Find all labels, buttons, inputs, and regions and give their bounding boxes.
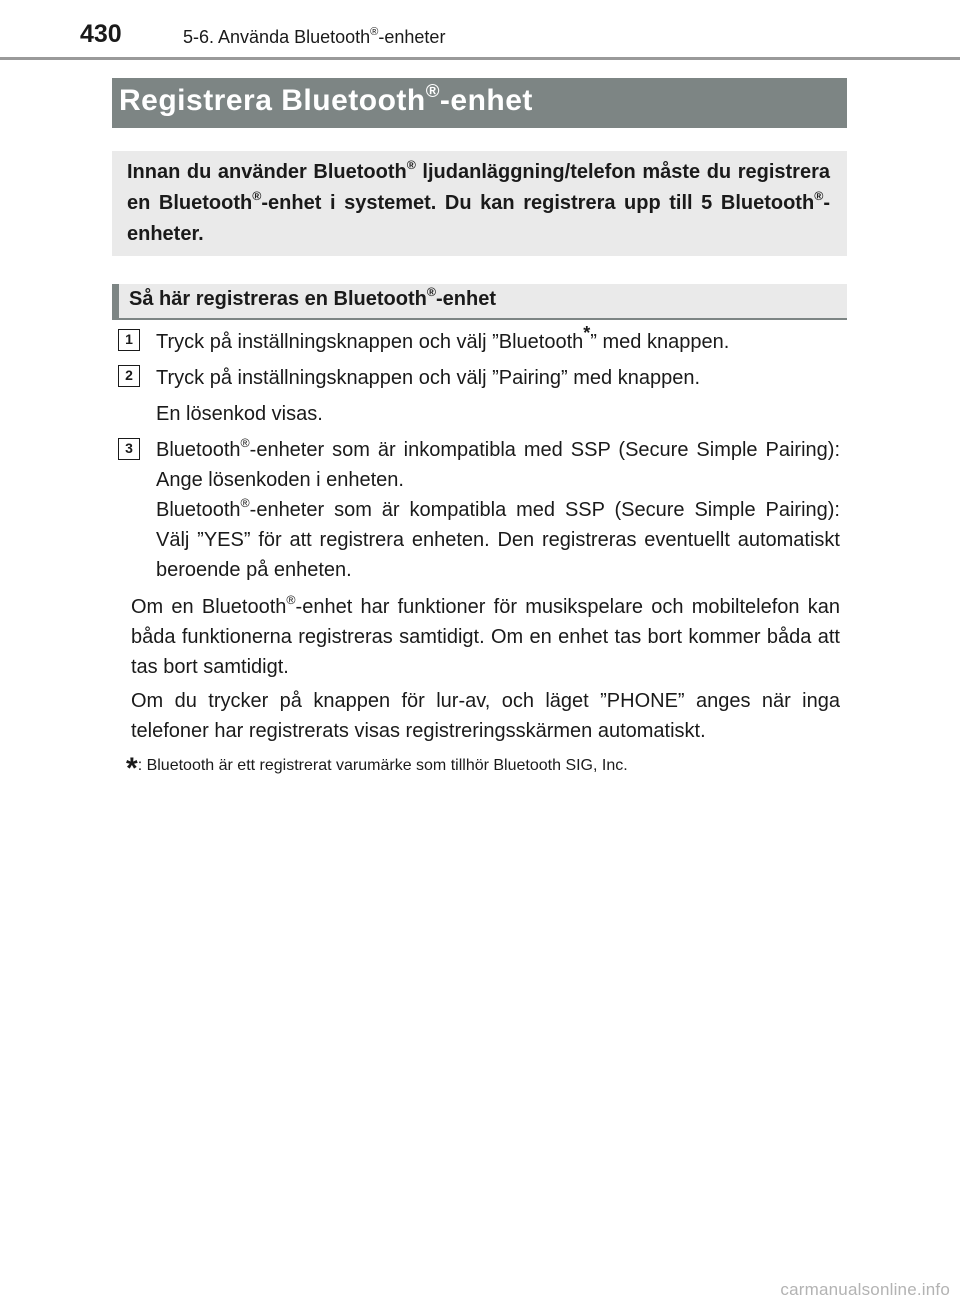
- intro-text: [127, 157, 830, 250]
- asterisk-mark: *: [583, 322, 591, 343]
- note-2: Om du trycker på knappen för lur-av, och läget ”PHONE” anges när inga telefoner har registrerats visas registreringsskärmen automatiskt.: [131, 690, 840, 742]
- registered-mark: ®: [814, 189, 824, 204]
- watermark: carmanualsonline.info: [780, 1280, 950, 1299]
- step-3a-pre: Bluetooth: [156, 439, 241, 461]
- sub-heading: [112, 284, 847, 318]
- registered-mark: ®: [426, 285, 437, 300]
- sub-heading-rule: [112, 318, 847, 320]
- registered-mark: ®: [240, 436, 250, 451]
- registered-mark: ®: [240, 496, 250, 511]
- intro-box: [112, 151, 847, 256]
- registered-mark: ®: [370, 25, 379, 38]
- sub-heading-post: -enhet: [436, 288, 497, 310]
- step-1-text: [156, 322, 840, 357]
- step-3b-post: -enheter som är kompatibla med SSP (Secure Simple Pairing): Välj ”YES” för att registrera enheten. Den registreras eventuellt automatiskt beroende på enheten.: [156, 499, 840, 581]
- page-title: [119, 80, 533, 118]
- sub-heading-pre: Så här registreras en Bluetooth: [129, 288, 427, 310]
- step-3-text-a: [156, 435, 840, 495]
- registered-mark: ®: [286, 593, 296, 608]
- intro-part-3: -enhet i systemet. Du kan registrera upp till 5 Bluetooth: [261, 192, 815, 214]
- registered-mark: ®: [425, 80, 440, 102]
- page-number: 430: [80, 20, 122, 48]
- step-3a-post: -enheter som är inkompatibla med SSP (Secure Simple Pairing): Ange lösenkoden i enheten.: [156, 439, 840, 491]
- step-number-2: 2: [118, 365, 140, 387]
- note-1: [131, 592, 840, 682]
- step-1-pre: Tryck på inställningsknappen och välj ”Bluetooth: [156, 331, 584, 353]
- step-number-3: 3: [118, 438, 140, 460]
- step-2-subtext: En lösenkod visas.: [156, 403, 323, 425]
- sub-heading-accent: [112, 284, 119, 318]
- registered-mark: ®: [406, 158, 416, 173]
- step-2-text: Tryck på inställningsknappen och välj ”Pairing” med knappen.: [156, 367, 700, 389]
- intro-part-1: Innan du använder Bluetooth: [127, 161, 407, 183]
- step-3b-pre: Bluetooth: [156, 499, 241, 521]
- section-label: [183, 27, 445, 48]
- sub-heading-text: [129, 285, 497, 311]
- step-1-post: ” med knappen.: [590, 331, 730, 353]
- page-title-pre: Registrera Bluetooth: [119, 84, 426, 117]
- header-rule: [0, 57, 960, 60]
- note-1-post: -enhet har funktioner för musikspelare och mobiltelefon kan båda funktionerna registreras samtidigt. Om en enhet tas bort kommer båda att tas bort samtidigt.: [131, 596, 840, 678]
- footnote-text: : Bluetooth är ett registrerat varumärke som tillhör Bluetooth SIG, Inc.: [137, 757, 628, 774]
- intro-part-2: ljudanläggning/telefon måste du registrera en Bluetooth: [127, 161, 830, 214]
- step-number-1: 1: [118, 329, 140, 351]
- page-header: [0, 0, 960, 64]
- registered-mark: ®: [252, 189, 262, 204]
- page-title-post: -enhet: [439, 84, 533, 117]
- note-1-pre: Om en Bluetooth: [131, 596, 287, 618]
- section-label-suffix: -enheter: [378, 27, 446, 47]
- step-3-text-b: [156, 495, 840, 585]
- title-bar: [112, 78, 847, 128]
- footnote-asterisk: *: [126, 752, 138, 785]
- footnote: [126, 752, 628, 783]
- intro-part-4: -enheter.: [127, 192, 830, 245]
- section-label-prefix: 5-6. Använda Bluetooth: [183, 27, 371, 47]
